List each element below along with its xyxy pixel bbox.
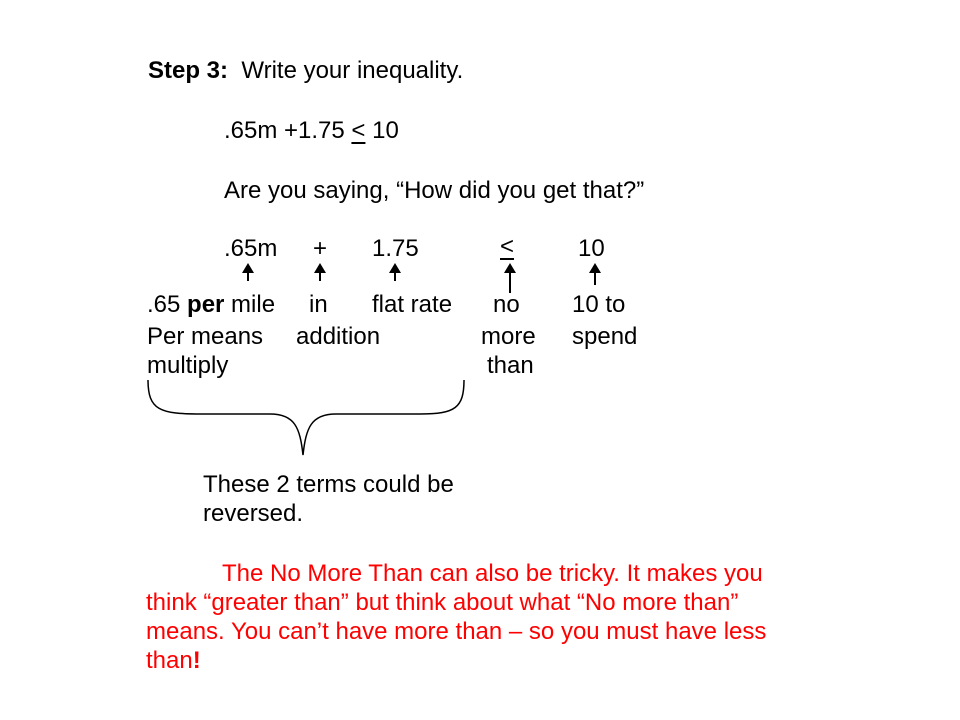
explain-col1-line2: Per means xyxy=(147,323,264,350)
tip-line3: means. You can’t have more than – so you must have less xyxy=(146,618,767,645)
tip-line4 xyxy=(146,646,201,676)
question-line: Are you saying, “How did you get that?” xyxy=(224,177,645,204)
explain-col4-line2: more xyxy=(481,323,536,350)
term-175: 1.75 xyxy=(372,235,419,262)
step-text: Write your inequality. xyxy=(241,57,464,84)
explain-text: mile xyxy=(224,291,276,318)
tip-line2: think “greater than” but think about what “No more than” xyxy=(146,589,739,616)
term-10: 10 xyxy=(578,235,605,262)
inequality-symbol: < xyxy=(351,117,366,144)
explain-bold: per xyxy=(187,291,225,318)
tip-text: than xyxy=(146,647,193,674)
inequality-prefix: .65m +1.75 xyxy=(224,117,352,144)
brace-note-line1: These 2 terms could be xyxy=(203,471,454,498)
explain-col5-line1: 10 to xyxy=(572,291,626,318)
explain-col3-line1: flat rate xyxy=(372,291,453,318)
explain-col4-line3: than xyxy=(487,352,534,379)
brace-note-line2: reversed. xyxy=(203,500,304,527)
tip-line1: The No More Than can also be tricky. It makes you xyxy=(222,560,763,587)
explain-text: .65 xyxy=(147,291,188,318)
term-less-equal: < xyxy=(500,233,515,260)
explain-col2-line2: addition xyxy=(296,323,381,350)
explain-col2-line1: in xyxy=(309,291,328,318)
term-plus: + xyxy=(313,235,328,262)
explain-col5-line2: spend xyxy=(572,323,638,350)
explain-col4-line1: no xyxy=(493,291,520,318)
term-65m: .65m xyxy=(224,235,278,262)
inequality-suffix: 10 xyxy=(365,117,399,144)
step-label: Step 3: xyxy=(148,57,229,84)
explain-col1-line3: multiply xyxy=(147,352,229,379)
tip-bang: ! xyxy=(192,647,201,674)
